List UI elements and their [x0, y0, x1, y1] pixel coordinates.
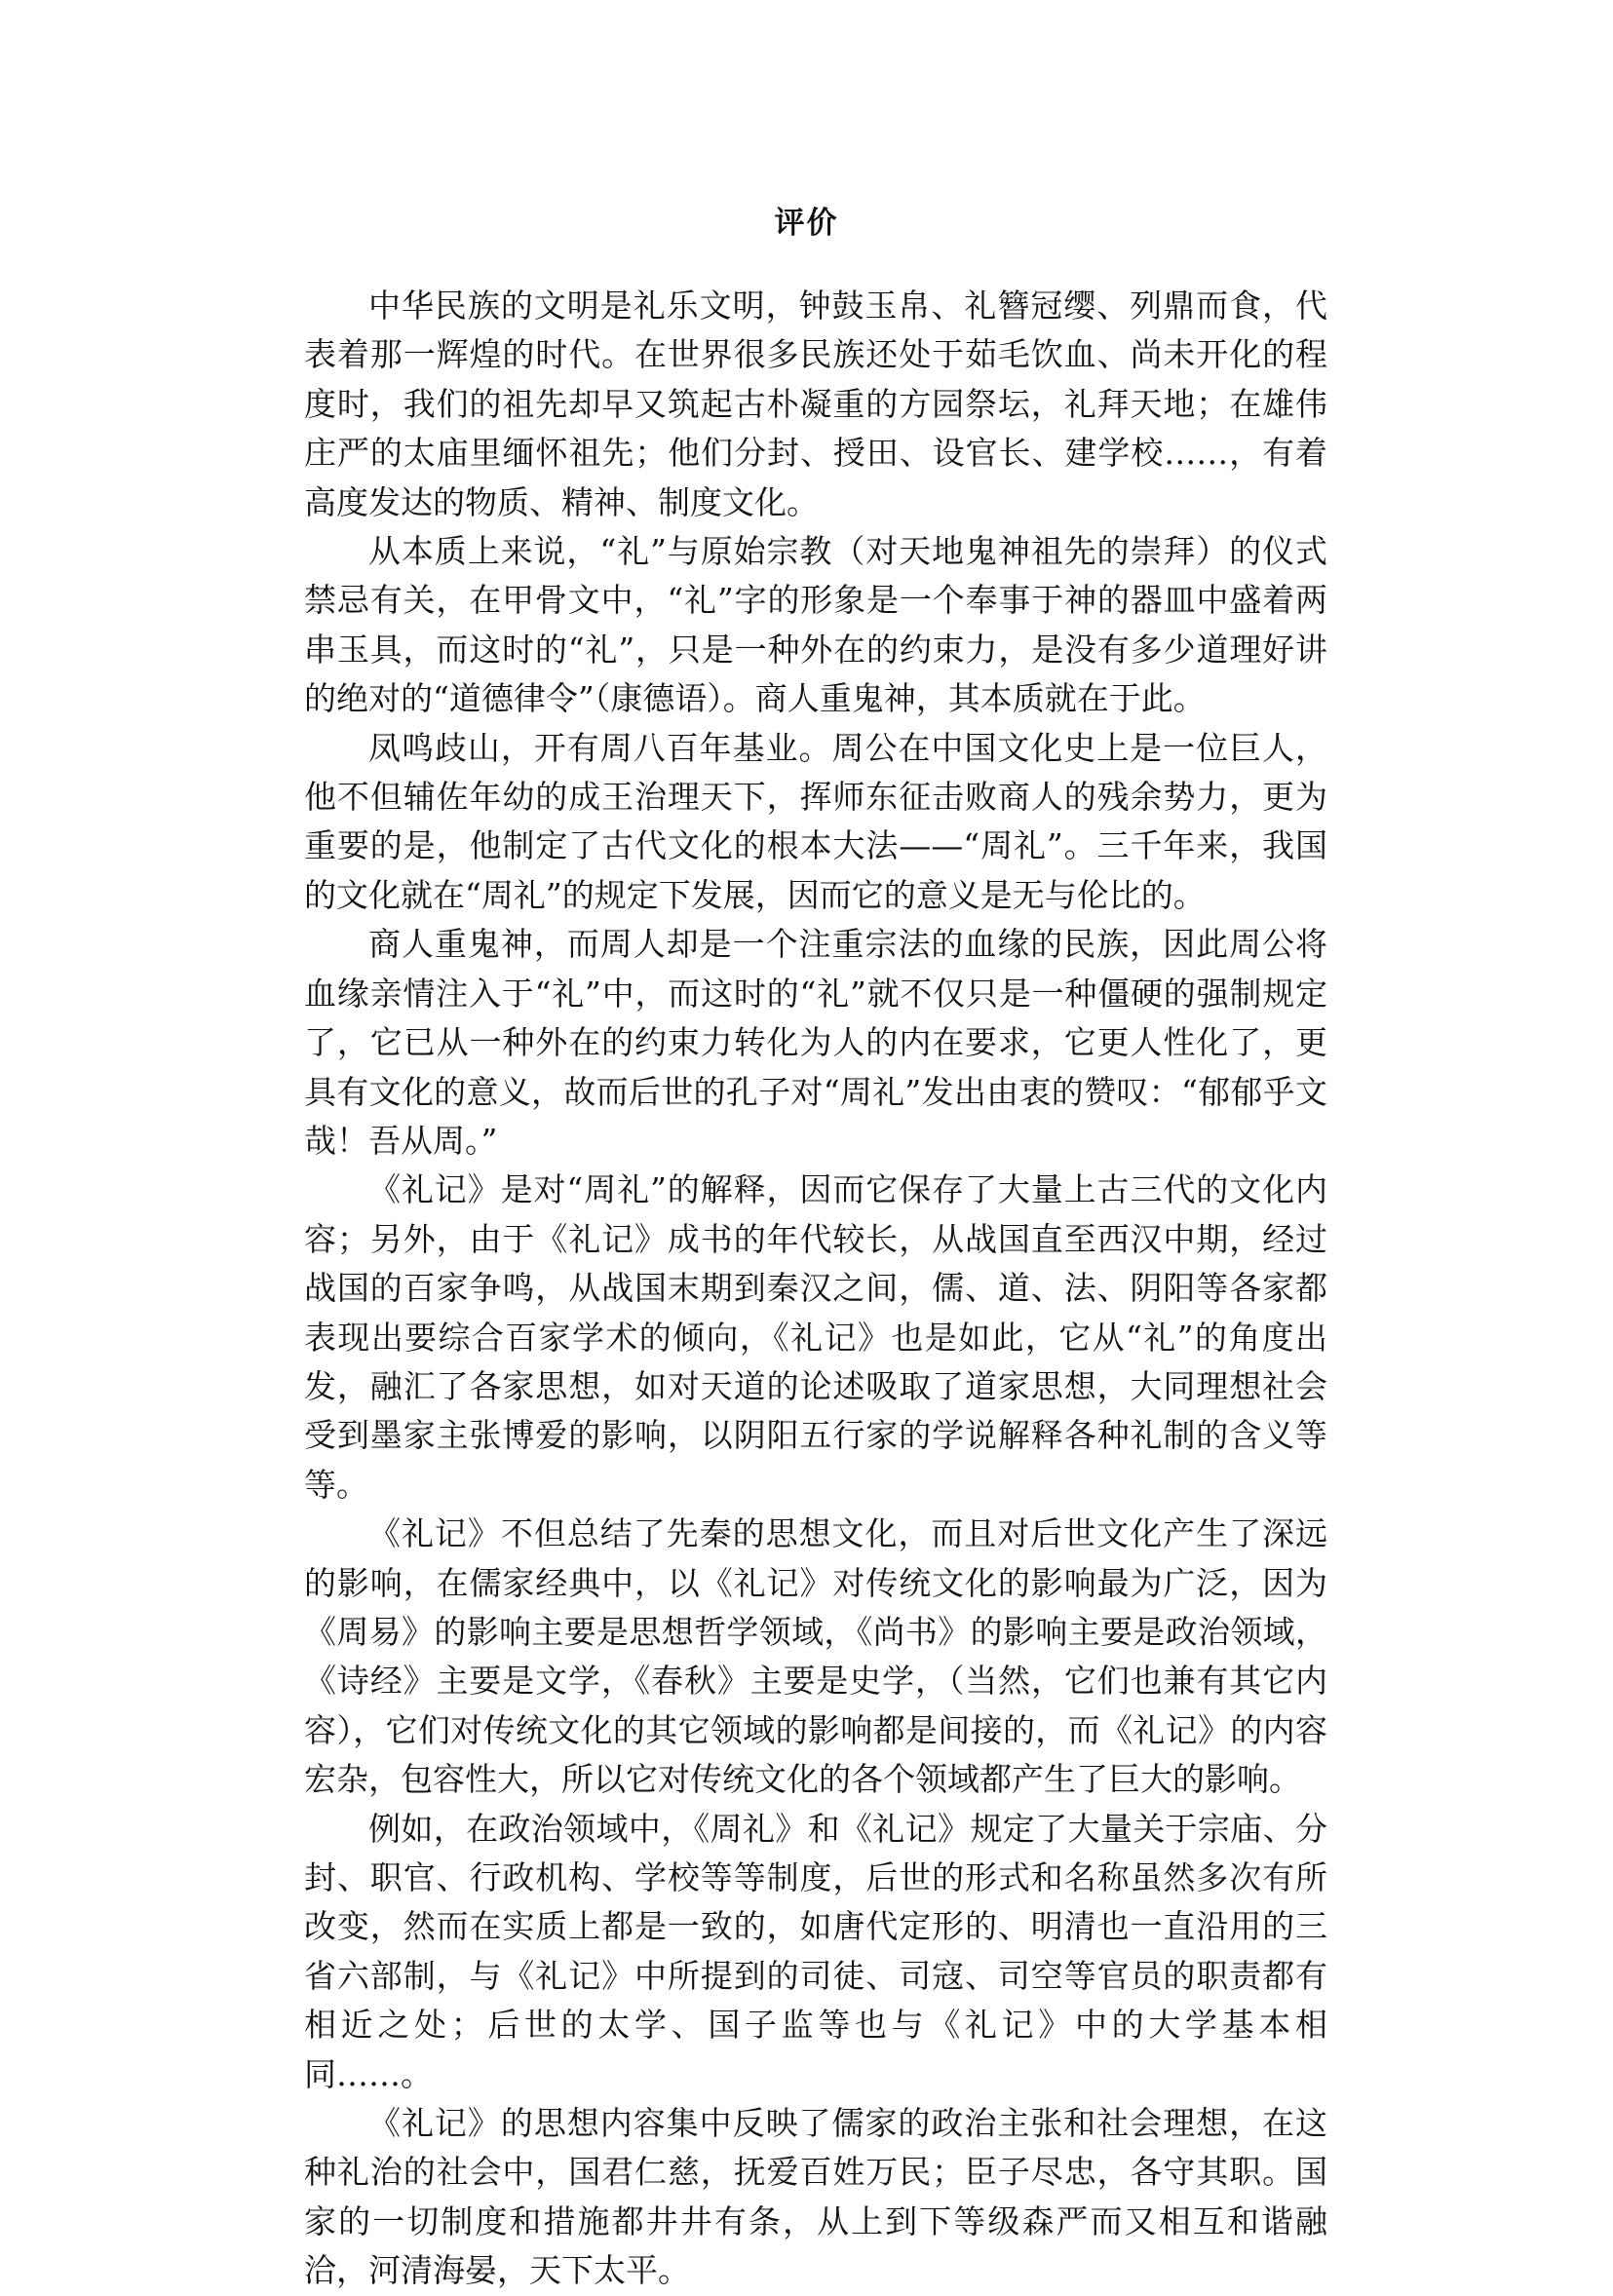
page-title: 评价 — [774, 206, 839, 241]
body-text — [304, 282, 1327, 2296]
paragraph-1: 中华民族的文明是礼乐文明，钟鼓玉帛、礼簪冠缨、列鼎而食，代表着那一辉煌的时代。在世界很多民族还处于茹毛饮血、尚未开化的程度时，我们的祖先却早又筑起古朴凝重的方园祭坛，礼拜天地；在雄伟庄严的太庙里缅怀祖先；他们分封、授田、设官长、建学校……，有着高度发达的物质、精神、制度文化。 — [304, 287, 1327, 521]
paragraph-6: 《礼记》不但总结了先秦的思想文化，而且对后世文化产生了深远的影响，在儒家经典中，以《礼记》对传统文化的影响最为广泛，因为《周易》的影响主要是思想哲学领域，《尚书》的影响主要是政治领域，《诗经》主要是文学，《春秋》主要是史学，（当然，它们也兼有其它内容），它们对传统文化的其它领域的影响都是间接的，而《礼记》的内容宏杂，包容性大，所以它对传统文化的各个领域都产生了巨大的影响。 — [304, 1514, 1327, 1799]
paragraph-2: 从本质上来说，“礼”与原始宗教（对天地鬼神祖先的崇拜）的仪式禁忌有关，在甲骨文中，“礼”字的形象是一个奉事于神的器皿中盛着两串玉具，而这时的“礼”，只是一种外在的约束力，是没有多少道理好讲的绝对的“道德律令”（康德语）。商人重鬼神，其本质就在于此。 — [304, 532, 1327, 718]
paragraph-3: 凤鸣歧山，开有周八百年基业。周公在中国文化史上是一位巨人，他不但辅佐年幼的成王治理天下，挥师东征击败商人的残余势力，更为重要的是，他制定了古代文化的根本大法——“周礼”。三千年来，我国的文化就在“周礼”的规定下发展，因而它的意义是无与伦比的。 — [304, 728, 1327, 914]
paragraph-8: 《礼记》的思想内容集中反映了儒家的政治主张和社会理想，在这种礼治的社会中，国君仁慈，抚爱百姓万民；臣子尽忠，各守其职。国家的一切制度和措施都井井有条，从上到下等级森严而又相互和谐融洽，河清海晏，天下太平。 — [304, 2104, 1327, 2290]
paragraph-7: 例如，在政治领域中，《周礼》和《礼记》规定了大量关于宗庙、分封、职官、行政机构、学校等等制度，后世的形式和名称虽然多次有所改变，然而在实质上都是一致的，如唐代定形的、明清也一直沿用的三省六部制，与《礼记》中所提到的司徒、司寇、司空等官员的职责都有相近之处；后世的太学、国子监等也与《礼记》中的大学基本相同……。 — [304, 1809, 1327, 2093]
paragraph-5: 《礼记》是对“周礼”的解释，因而它保存了大量上古三代的文化内容；另外，由于《礼记》成书的年代较长，从战国直至西汉中期，经过战国的百家争鸣，从战国末期到秦汉之间，儒、道、法、阴阳等各家都表现出要综合百家学术的倾向，《礼记》也是如此，它从“礼”的角度出发，融汇了各家思想，如对天道的论述吸取了道家思想，大同理想社会受到墨家主张博爱的影响，以阴阳五行家的学说解释各种礼制的含义等等。 — [304, 1170, 1327, 1504]
paragraph-4: 商人重鬼神，而周人却是一个注重宗法的血缘的民族，因此周公将血缘亲情注入于“礼”中，而这时的“礼”就不仅只是一种僵硬的强制规定了，它已从一种外在的约束力转化为人的内在要求，它更人性化了，更具有文化的意义，故而后世的孔子对“周礼”发出由衷的赞叹：“郁郁乎文哉！吾从周。” — [304, 925, 1327, 1160]
